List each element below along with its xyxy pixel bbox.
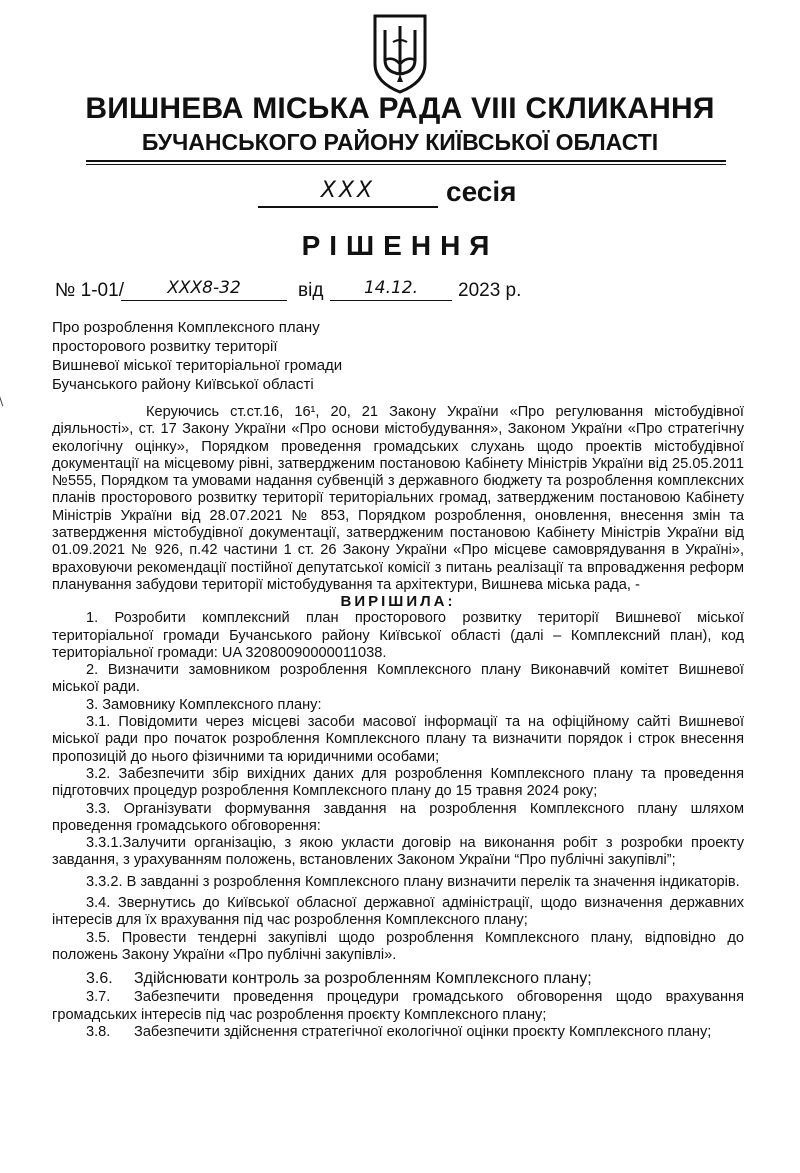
decision-date-handwritten: 14.12. [330, 278, 452, 301]
number-prefix: № 1-01/ [55, 280, 124, 301]
decision-item: 3.4. Звернутись до Київської обласної державної адміністрації, щодо визначення державних інтересів для їх врахування під час розроблення Комплексного плану; [52, 895, 744, 929]
from-label: від [298, 280, 324, 301]
item-text: Здійснювати контроль за розробленням Комплексного плану; [134, 970, 592, 988]
decision-item [52, 1024, 744, 1041]
decision-year: 2023 р. [458, 280, 522, 301]
item-number: 3.6. [86, 970, 113, 988]
scan-mark [0, 392, 6, 407]
decision-item: 3.2. Забезпечити збір вихідних даних для розроблення Комплексного плану та проведення підготовчих процедур розроблення Комплексного плану до 15 травня 2024 року; [52, 765, 744, 800]
subject-line: Про розроблення Комплексного плану [52, 319, 320, 336]
decision-number-handwritten: XXX8-32 [121, 278, 287, 301]
item-number: 3.7. [86, 989, 111, 1006]
decision-item: 3.5. Провести тендерні закупівлі щодо розроблення Комплексного плану, відповідно до положень Закону України «Про публічні закупівлі». [52, 929, 744, 963]
decision-body [52, 404, 744, 1041]
item-text: Забезпечити здійснення стратегічної екологічної оцінки проєкту Комплексного плану; [134, 1023, 712, 1040]
district-title: БУЧАНСЬКОГО РАЙОНУ КИЇВСЬКОЇ ОБЛАСТІ [141, 129, 659, 155]
decision-item: 3.1. Повідомити через місцеві засоби масової інформації та на офіційному сайті Вишневої міської ради про початок розроблення Комплексного плану та визначити порядок і строк внесення пропозицій до нього фізичними та юридичними особами; [52, 714, 744, 765]
header-divider [86, 160, 726, 162]
subject-line: Бучанського району Київської області [52, 376, 314, 393]
preamble-paragraph: Керуючись ст.ст.16, 16¹, 20, 21 Закону України «Про регулювання містобудівної діяльності», ст. 17 Закону України «Про основи містобудування», Законом України «Про стратегічну екологічну оцінку», Порядком проведення громадських слухань щодо проектів містобудівної документації на місцевому рівні, затвердженим постановою Кабінету Міністрів України від 25.05.2011 №555, Порядком та умовами надання субвенцій з державного бюджету та розроблення комплексних планів просторового розвитку території територіальних громад, затвердженим постановою Кабінету Міністрів України від 28.07.2021 № 853, Порядком розроблення, оновлення, внесення змін та затвердження містобудівної документації, затвердженим постановою Кабінету Міністрів України від 01.09.2021 № 926, п.42 частини 1 ст. 26 Закону України «Про місцеве самоврядування в Україні», враховуючи рекомендації постійної депутатської комісії з питань реалізації та впровадження реформ планування забудови території містобудування та архітектури, Вишнева міська рада, - [52, 404, 744, 593]
decision-item: 1. Розробити комплексний план просторового розвитку території Вишневої міської територіальної громади Бучанського району Київської області (далі – Комплексний план), код територіальної громади: UA 32080090000011038. [52, 610, 744, 661]
session-number-handwritten: XXX [258, 178, 438, 208]
decision-item: 3.3.2. В завданні з розроблення Комплексного плану визначити перелік та значення індикаторів. [86, 873, 740, 890]
trident-coat-of-arms-icon [371, 12, 429, 94]
decision-subject [52, 318, 472, 394]
item-number: 3.8. [86, 1023, 111, 1040]
decision-title: РІШЕННЯ [301, 230, 499, 261]
decision-item: 3. Замовнику Комплексного плану: [86, 696, 322, 713]
decision-item: 2. Визначити замовником розроблення Комплексного плану Виконавчий комітет Вишневої міської ради. [52, 662, 744, 696]
decision-number-line [55, 280, 755, 308]
subject-line: Вишневої міської територіальної громади [52, 357, 343, 374]
session-label: сесія [446, 176, 517, 207]
decision-item: 3.3. Організувати формування завдання на розроблення Комплексного плану шляхом проведення громадського обговорення: [52, 800, 744, 834]
council-title: ВИШНЕВА МІСЬКА РАДА VIII СКЛИКАННЯ [85, 92, 715, 125]
resolved-heading: ВИРІШИЛА: [340, 593, 456, 611]
subject-line: просторового розвитку території [52, 338, 278, 355]
decision-item: 3.3.1.Залучити організацію, з якою укласти договір на виконання робіт з розробки проекту завдання, з урахуванням положень, встановлених Законом України “Про публічні закупівлі”; [52, 835, 744, 869]
decision-item [52, 989, 744, 1024]
decision-item [52, 968, 744, 989]
item-text: Забезпечити проведення процедури громадського обговорення щодо врахування громадських інтересів під час розроблення проєкту Комплексного плану; [52, 989, 744, 1023]
header-divider-thin [86, 164, 726, 165]
